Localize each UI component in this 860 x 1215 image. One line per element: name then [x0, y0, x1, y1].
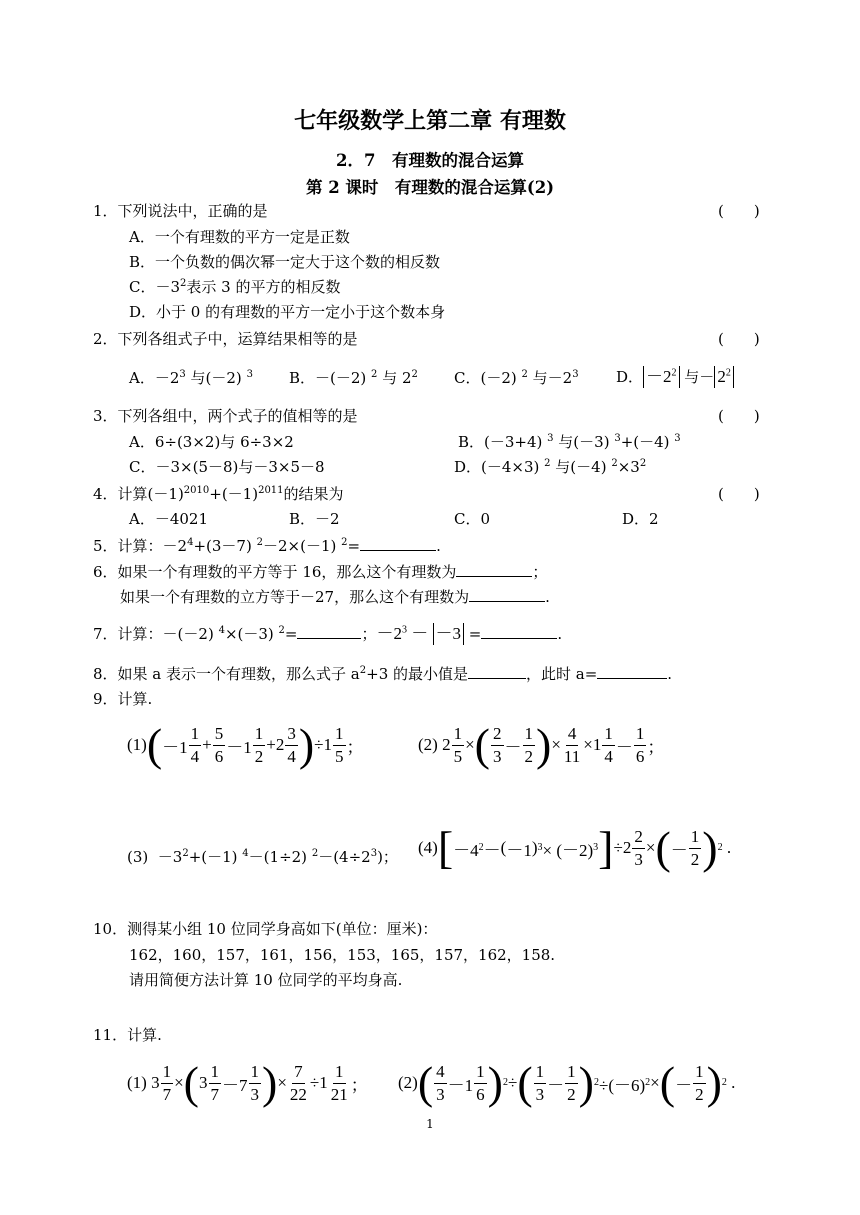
- q3-option-d: D．(－4×3) $^2$ 与(－4) $^2\times 3^2$: [454, 458, 647, 476]
- q2-option-c: C．(－2) $^2$ 与$-2^3$: [454, 369, 579, 387]
- page-number: 1: [426, 1117, 434, 1131]
- q9-stem: 9．计算.: [93, 690, 153, 708]
- q3-option-a: A．6÷(3×2)与 6÷3×2: [129, 433, 294, 451]
- q9-expr-3: $(3) -3^2+(-1)$ $^4$－(1÷2) $^2-(4\div 2^3)$；: [127, 848, 398, 866]
- q2-option-a: A．$-2^3$ 与(－2) $^3$: [129, 369, 253, 387]
- answer-paren: ( ): [718, 330, 760, 348]
- q2-option-b: B．－(－2) $^2$ 与 $2^2$: [289, 369, 418, 387]
- q1-option-a: A．一个有理数的平方一定是正数: [129, 228, 350, 246]
- q3-option-b: B．(－3+4) $^3$ 与(－3) $^3$+(－4) $^3$: [458, 433, 681, 451]
- q1-option-b: B．一个负数的偶次幂一定大于这个数的相反数: [129, 253, 441, 271]
- q3-option-c: C．－3×(5－8)与－3×5－8: [129, 458, 325, 476]
- q11-expr-2: (2) ( $\frac{4}{3}$ －1 $\frac{1}{6}$ ) 2 ÷ ( $\frac{1}{3}$ － $\frac{1}{2}$ ) 2 ÷(－6) 2 × ( － $\frac{1}{2}$ ) 2 .: [398, 1057, 736, 1108]
- q2-option-d: D． $-2^2$ 与－ $2^2$: [616, 366, 734, 388]
- q9-expr-1: (1) ( －1 $\frac{1}{4}$ + $\frac{5}{6}$ －1 $\frac{1}{2}$ +2 $\frac{3}{4}$ ) ÷1 $\frac{1}{5}$ ；: [127, 719, 364, 770]
- q1-option-d: D．小于 0 的有理数的平方一定小于这个数本身: [129, 303, 446, 321]
- q8-line: 8．如果 a 表示一个有理数，那么式子 $a^2+3$ 的最小值是 ，此时 a= .: [93, 665, 673, 683]
- q1-option-c: C．$-3^2$表示 3 的平方的相反数: [129, 278, 341, 296]
- q7-line: 7．计算：－(－2) $^4$×(－3) $^2$= ；$-2^3 - -3$ = .: [93, 624, 563, 643]
- q10-ask: 请用简便方法计算 10 位同学的平均身高.: [129, 971, 403, 989]
- q1-stem: 1．下列说法中，正确的是: [93, 202, 268, 220]
- q4-option-a: A．－4021: [129, 510, 209, 528]
- q5-line: 5．计算：$-2^4+(3-7)$ $^2$－2×(－1) $^2$= .: [93, 537, 441, 555]
- q4-option-d: D．2: [622, 510, 659, 528]
- q4-option-c: C．0: [454, 510, 491, 528]
- q9-expr-2: (2) 2 $\frac{1}{5}$ × ( $\frac{2}{3}$ － $\frac{1}{2}$ ) × $\frac{4}{11}$ ×1 $\frac{1}{4}$ － $\frac{1}{6}$ ；: [418, 719, 665, 770]
- q3-stem: 3．下列各组中，两个式子的值相等的是: [93, 407, 358, 425]
- q10-stem: 10．测得某小组 10 位同学身高如下(单位：厘米)：: [93, 920, 438, 938]
- q4-stem: 4．计算$(-1)^{2010}+(-1)^{2011}$的结果为: [93, 485, 344, 503]
- q4-option-b: B．－2: [289, 510, 340, 528]
- q6-line-1: 6．如果一个有理数的平方等于 16，那么这个有理数为 ；: [93, 563, 548, 581]
- lesson-title: 第 2 课时 有理数的混合运算(2): [305, 178, 555, 197]
- q11-stem: 11．计算.: [93, 1026, 162, 1044]
- q10-data: 162，160，157，161，156，153，165，157，162，158.: [129, 946, 556, 964]
- answer-paren: ( ): [718, 485, 760, 503]
- q2-stem: 2．下列各组式子中，运算结果相等的是: [93, 330, 358, 348]
- q6-line-2: 如果一个有理数的立方等于－27，那么这个有理数为 .: [120, 588, 550, 606]
- answer-paren: ( ): [718, 202, 760, 220]
- q11-expr-1: (1) 3 $\frac{1}{7}$ × ( 3 $\frac{1}{7}$ －7 $\frac{1}{3}$ ) × $\frac{7}{22}$ ÷1 $\frac{1}{21}$ ；: [127, 1057, 368, 1108]
- page-title: 七年级数学上第二章 有理数: [294, 108, 566, 134]
- section-title: 2．7 有理数的混合运算: [336, 151, 524, 170]
- answer-paren: ( ): [718, 407, 760, 425]
- q9-expr-4: (4) [ －4 2 － ( －1 ) 3 × (－2) 3 ] ÷2 $\frac{2}{3}$ × ( － $\frac{1}{2}$ ) 2 .: [418, 822, 732, 873]
